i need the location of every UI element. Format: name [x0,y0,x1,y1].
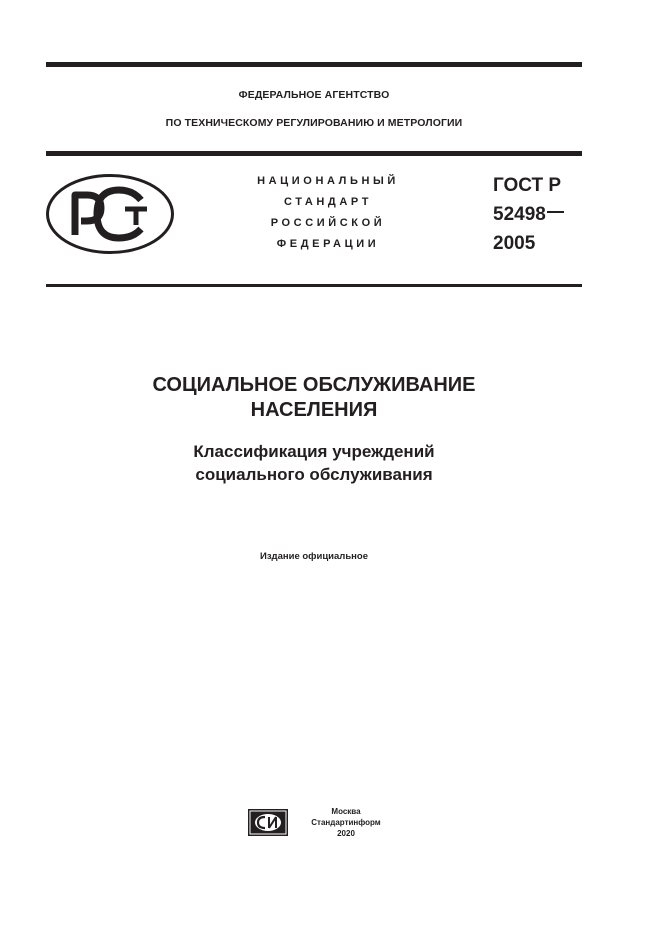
publisher-year: 2020 [337,829,355,838]
rst-mark-icon [45,173,175,255]
title-line: НАСЕЛЕНИЯ [250,399,378,421]
header-bottom-rule [46,284,582,287]
standard-number-line [493,200,564,229]
subtitle-line: Классификация учреждений [193,442,435,461]
national-line: НАЦИОНАЛЬНЫЙ [257,175,399,187]
standartinform-logo-icon [248,809,288,836]
edition-label: Издание официальное [260,551,368,562]
standard-designation [493,171,564,258]
number-dash [547,211,564,213]
document-subtitle [46,440,582,486]
standard-number: 52498 [493,204,546,225]
publisher-block [296,806,396,839]
national-standard-label [228,171,428,255]
standard-year: 2005 [493,233,536,254]
header-divider [46,151,582,156]
top-rule [46,62,582,67]
agency-name-line-1: ФЕДЕРАЛЬНОЕ АГЕНТСТВО [238,89,390,101]
national-line: ФЕДЕРАЦИИ [276,238,380,250]
publisher-city: Москва [331,807,361,816]
national-line: РОССИЙСКОЙ [270,217,386,229]
agency-name-line-2: ПО ТЕХНИЧЕСКОМУ РЕГУЛИРОВАНИЮ И МЕТРОЛОГИИ [165,117,463,129]
designation-prefix: ГОСТ Р [493,175,562,196]
national-line: СТАНДАРТ [283,196,373,208]
subtitle-line: социального обслуживания [195,465,433,484]
title-line: СОЦИАЛЬНОЕ ОБСЛУЖИВАНИЕ [152,374,476,396]
publisher-name: Стандартинформ [311,818,381,827]
document-title [46,373,582,423]
